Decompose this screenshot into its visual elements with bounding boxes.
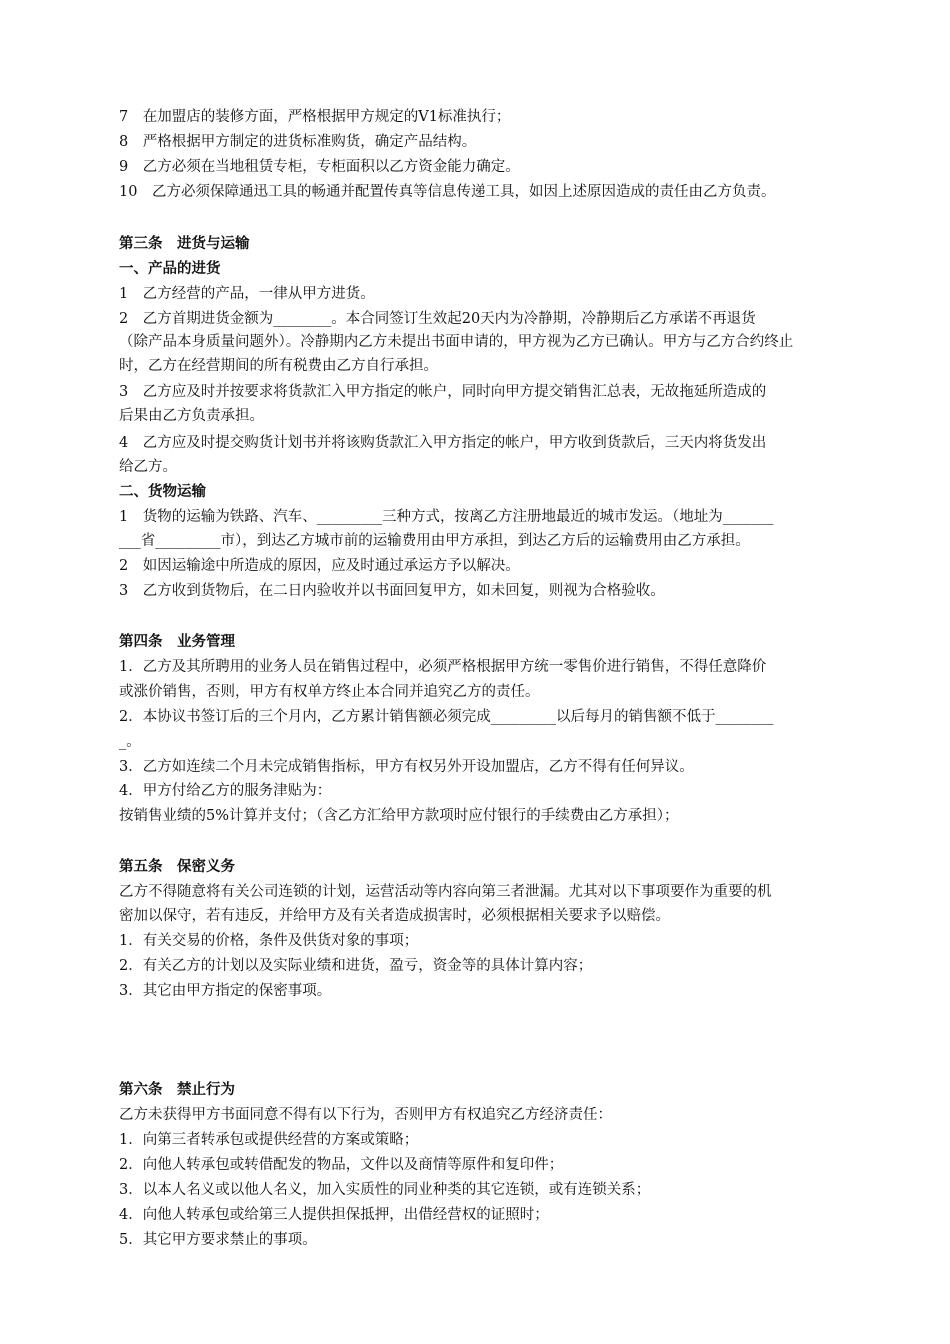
paragraph-line: 4 乙方应及时提交购货计划书并将该购货款汇入甲方指定的帐户，甲方收到货款后，三天内将货发出 (119, 435, 767, 451)
paragraph-line: 4．甲方付给乙方的服务津贴为： (119, 783, 332, 799)
paragraph-line: 3．以本人名义或以他人名义，加入实质性的同业种类的其它连锁，或有连锁关系； (119, 1182, 651, 1198)
paragraph-line: 2．本协议书签订后的三个月内，乙方累计销售额必须完成_________以后每月的销售额不低于________ (119, 709, 774, 725)
paragraph-line: 2 乙方首期进货金额为________。本合同签订生效起20天内为冷静期，冷静期后乙方承诺不再退货 (119, 311, 756, 327)
section-transport-heading: 二、货物运输 (119, 483, 206, 500)
paragraph-line: 3 乙方收到货物后，在二日内验收并以书面回复甲方，如未回复，则视为合格验收。 (119, 583, 665, 599)
paragraph-line: 2．有关乙方的计划以及实际业绩和进货，盈亏，资金等的具体计算内容； (119, 958, 593, 974)
article-6-heading: 第六条 禁止行为 (119, 1081, 235, 1098)
paragraph-line: 乙方不得随意将有关公司连锁的计划，运营活动等内容向第三者泄漏。尤其对以下事项要作为重要的机 (119, 884, 772, 900)
paragraph-line: 或涨价销售，否则，甲方有权单方终止本合同并追究乙方的责任。 (119, 684, 540, 700)
paragraph-line: 3．乙方如连续二个月未完成销售指标，甲方有权另外开设加盟店，乙方不得有任何异议。 (119, 759, 694, 775)
paragraph-line: 4．向他人转承包或给第三人提供担保抵押，出借经营权的证照时； (119, 1207, 549, 1223)
paragraph-line: 1．向第三者转承包或提供经营的方案或策略； (119, 1132, 419, 1148)
clause-item-10: 10 乙方必须保障通迅工具的畅通并配置传真等信息传递工具，如因上述原因造成的责任由乙方负责。 (119, 184, 776, 200)
article-4-heading: 第四条 业务管理 (119, 633, 235, 650)
paragraph-line: 1．有关交易的价格，条件及供货对象的事项； (119, 933, 419, 949)
clause-item-7: 7 在加盟店的装修方面，严格根据甲方规定的V1标准执行； (119, 109, 511, 125)
paragraph-line: 给乙方。 (119, 459, 177, 475)
paragraph-line: 1 货物的运输为铁路、汽车、_________三种方式，按离乙方注册地最近的城市发运。（地址为_______ (119, 509, 774, 525)
paragraph-line: 密加以保守，若有违反，并给甲方及有关者造成损害时，必须根据相关要求予以赔偿。 (119, 908, 670, 924)
paragraph-line: 后果由乙方负责承担。 (119, 408, 264, 424)
paragraph-line: （除产品本身质量问题外）。冷静期内乙方未提出书面申请的，甲方视为乙方已确认。甲方与乙方合约终止 (119, 334, 794, 350)
paragraph-line: 2 如因运输途中所造成的原因，应及时通过承运方予以解决。 (119, 558, 520, 574)
clause-item-8: 8 严格根据甲方制定的进货标准购货，确定产品结构。 (119, 134, 477, 150)
paragraph-line: 3 乙方应及时并按要求将货款汇入甲方指定的帐户，同时向甲方提交销售汇总表，无故拖延所造成的 (119, 384, 767, 400)
paragraph-line: 3．其它由甲方指定的保密事项。 (119, 983, 332, 999)
paragraph-line: 按销售业绩的5%计算并支付；（含乙方汇给甲方款项时应付银行的手续费由乙方承担）； (119, 808, 679, 824)
paragraph-line: 时，乙方在经营期间的所有税费由乙方自行承担。 (119, 358, 438, 374)
paragraph-line: 1．乙方及其所聘用的业务人员在销售过程中，必须严格根据甲方统一零售价进行销售，不得任意降价 (119, 659, 767, 675)
paragraph-line: 2．向他人转承包或转借配发的物品，文件以及商情等原件和复印件； (119, 1157, 564, 1173)
paragraph-line: ___省_________市），到达乙方城市前的运输费用由甲方承担，到达乙方后的运输费用由乙方承担。 (119, 533, 750, 549)
paragraph-line: 乙方未获得甲方书面同意不得有以下行为，否则甲方有权追究乙方经济责任： (119, 1107, 612, 1123)
article-5-heading: 第五条 保密义务 (119, 858, 235, 875)
clause-item-9: 9 乙方必须在当地租赁专柜，专柜面积以乙方资金能力确定。 (119, 159, 520, 175)
paragraph-line: _。 (119, 734, 141, 750)
section-product-purchase-heading: 一、产品的进货 (119, 260, 221, 277)
article-3-heading: 第三条 进货与运输 (119, 235, 250, 252)
paragraph-line: 1 乙方经营的产品，一律从甲方进货。 (119, 286, 375, 302)
paragraph-line: 5．其它甲方要求禁止的事项。 (119, 1232, 317, 1248)
